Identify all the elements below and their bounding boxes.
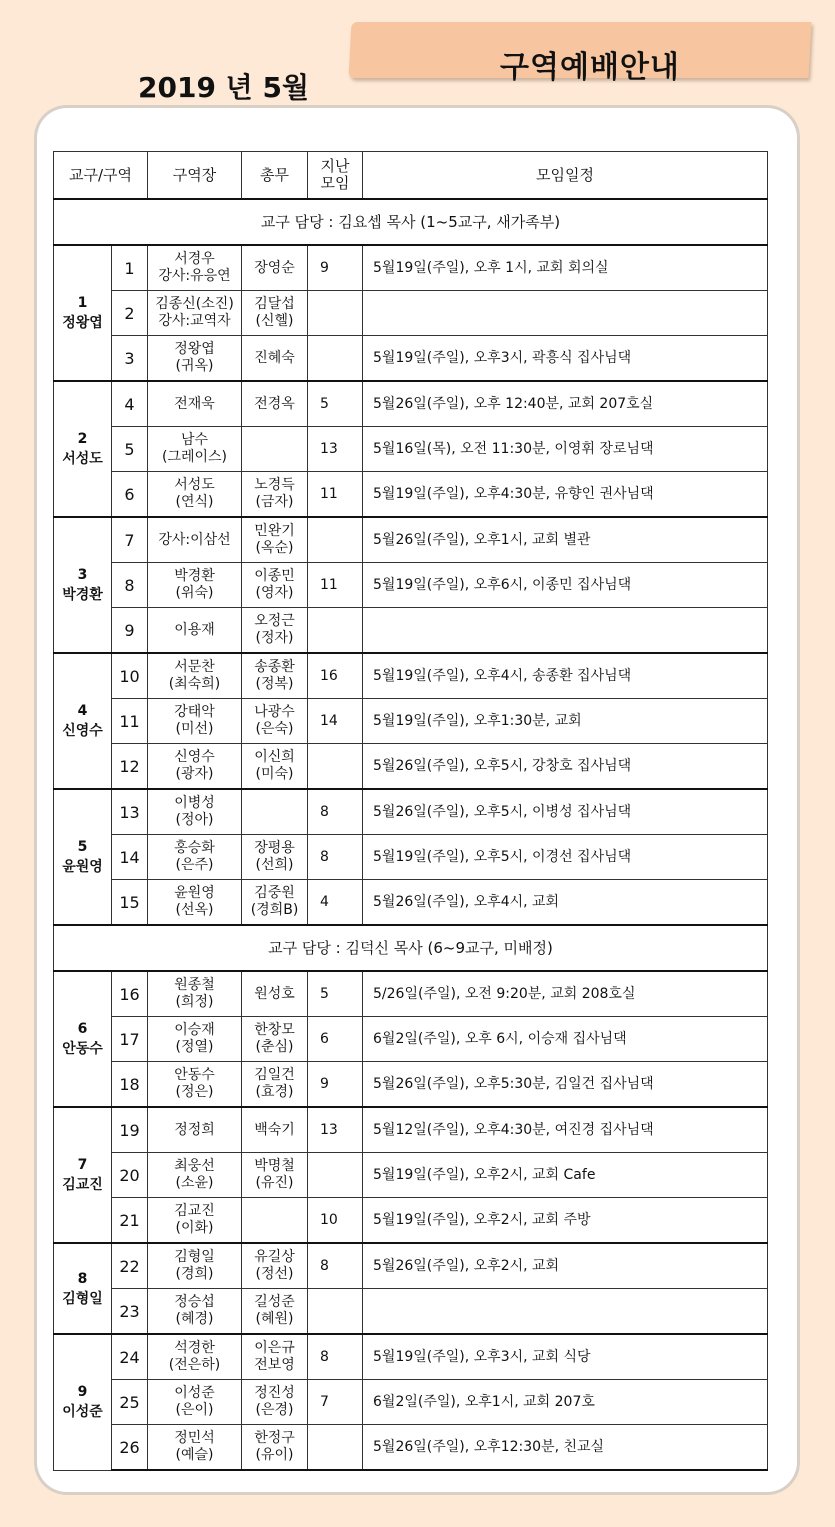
secretary-line: 김일건 bbox=[254, 1067, 295, 1083]
secretary-line: 유길상 bbox=[254, 1249, 295, 1265]
table-row bbox=[54, 1062, 768, 1108]
leader-cell bbox=[148, 517, 242, 563]
table-row bbox=[54, 1425, 768, 1471]
leader-line: 서경우 bbox=[174, 251, 215, 267]
schedule-cell: 5월26일(주일), 오후5:30분, 김일건 집사님댁 bbox=[363, 1062, 768, 1108]
leader-line: (선옥) bbox=[175, 902, 214, 918]
secretary-line: 원성호 bbox=[254, 985, 295, 1002]
schedule-cell: 5월19일(주일), 오후4:30분, 유향인 권사님댁 bbox=[363, 472, 768, 518]
header-secretary: 총무 bbox=[242, 152, 308, 200]
secretary-line: 나광수 bbox=[254, 704, 295, 720]
secretary-line: 김달섭 bbox=[254, 296, 295, 312]
zone-number: 4 bbox=[112, 381, 148, 427]
secretary-line: (정복) bbox=[255, 676, 294, 692]
secretary-cell bbox=[242, 1153, 308, 1198]
leader-line: 강사:유응연 bbox=[158, 268, 231, 284]
leader-line: 박경환 bbox=[174, 568, 215, 584]
district-number: 9 bbox=[77, 1384, 88, 1401]
leader-cell bbox=[148, 744, 242, 790]
last-meeting-count: 5 bbox=[308, 971, 363, 1017]
zone-number: 1 bbox=[112, 245, 148, 291]
leader-line: 김형일 bbox=[174, 1249, 215, 1265]
last-meeting-count bbox=[308, 1289, 363, 1335]
last-meeting-count: 14 bbox=[308, 699, 363, 744]
leader-cell bbox=[148, 1425, 242, 1471]
last-meeting-count: 8 bbox=[308, 789, 363, 835]
district-number: 2 bbox=[77, 431, 88, 447]
secretary-line: (효경) bbox=[255, 1084, 294, 1100]
district-leader-name: 박경환 bbox=[62, 587, 103, 603]
leader-cell bbox=[148, 1153, 242, 1198]
leader-line: 석경한 bbox=[174, 1340, 215, 1356]
secretary-cell bbox=[242, 1380, 308, 1425]
secretary-cell bbox=[242, 744, 308, 790]
leader-cell bbox=[148, 1380, 242, 1425]
leader-cell bbox=[148, 291, 242, 336]
schedule-cell: 5월12일(주일), 오후4:30분, 여진경 집사님댁 bbox=[363, 1107, 768, 1153]
leader-cell bbox=[148, 1198, 242, 1244]
leader-line: 원종철 bbox=[174, 977, 215, 993]
table-row bbox=[54, 1289, 768, 1335]
last-meeting-count: 9 bbox=[308, 245, 363, 291]
leader-cell bbox=[148, 472, 242, 518]
last-meeting-count: 13 bbox=[308, 427, 363, 472]
leader-line: 서성도 bbox=[174, 477, 215, 493]
schedule-cell: 5월26일(주일), 오후5시, 강창호 집사님댁 bbox=[363, 744, 768, 790]
secretary-line: (유이) bbox=[255, 1447, 294, 1463]
leader-line: (귀옥) bbox=[175, 358, 214, 374]
secretary-line: (정자) bbox=[255, 630, 294, 646]
leader-line: 정정희 bbox=[174, 1121, 215, 1138]
district-leader-name: 김형일 bbox=[62, 1290, 103, 1307]
leader-line: 이병성 bbox=[174, 795, 215, 811]
section-row bbox=[54, 199, 768, 245]
last-meeting-count: 8 bbox=[308, 1334, 363, 1380]
leader-line: 윤원영 bbox=[174, 885, 215, 901]
table-row bbox=[54, 291, 768, 336]
section-row bbox=[54, 925, 768, 971]
last-meeting-count: 11 bbox=[308, 472, 363, 518]
table-row bbox=[54, 1198, 768, 1244]
leader-line: 정왕엽 bbox=[174, 341, 215, 357]
district-leader-name: 윤원영 bbox=[62, 859, 103, 875]
zone-number: 21 bbox=[112, 1198, 148, 1244]
leader-line: (경희) bbox=[175, 1266, 214, 1282]
leader-cell bbox=[148, 563, 242, 608]
leader-line: 남수 bbox=[180, 432, 209, 448]
leader-cell bbox=[148, 381, 242, 427]
last-meeting-count bbox=[308, 1153, 363, 1198]
last-meeting-count: 9 bbox=[308, 1062, 363, 1108]
secretary-cell bbox=[242, 835, 308, 880]
leader-line: (은주) bbox=[175, 857, 214, 873]
zone-number: 22 bbox=[112, 1243, 148, 1289]
zone-number: 9 bbox=[112, 608, 148, 654]
last-meeting-count bbox=[308, 517, 363, 563]
schedule-cell: 5월19일(주일), 오후4시, 송종환 집사님댁 bbox=[363, 653, 768, 699]
schedule-cell: 5월19일(주일), 오후3시, 곽흥식 집사님댁 bbox=[363, 336, 768, 382]
header-last-meeting bbox=[308, 152, 363, 200]
leader-line: (은이) bbox=[175, 1402, 214, 1418]
zone-number: 13 bbox=[112, 789, 148, 835]
last-meeting-count: 11 bbox=[308, 563, 363, 608]
header-last-meeting-line: 모임 bbox=[320, 174, 350, 192]
secretary-cell bbox=[242, 1062, 308, 1108]
leader-line: (이화) bbox=[175, 1220, 214, 1236]
zone-number: 19 bbox=[112, 1107, 148, 1153]
leader-cell bbox=[148, 699, 242, 744]
table-row bbox=[54, 835, 768, 880]
schedule-cell: 5월26일(주일), 오후2시, 교회 bbox=[363, 1243, 768, 1289]
table-row bbox=[54, 608, 768, 654]
last-meeting-count: 6 bbox=[308, 1017, 363, 1062]
table-row bbox=[54, 699, 768, 744]
zone-number: 16 bbox=[112, 971, 148, 1017]
schedule-cell bbox=[363, 608, 768, 654]
schedule-cell: 5월26일(주일), 오후4시, 교회 bbox=[363, 880, 768, 926]
secretary-line: (춘심) bbox=[255, 1039, 294, 1055]
secretary-cell bbox=[242, 653, 308, 699]
zone-number: 25 bbox=[112, 1380, 148, 1425]
zone-number: 14 bbox=[112, 835, 148, 880]
secretary-line: 길성준 bbox=[254, 1294, 295, 1310]
secretary-line: (혜원) bbox=[255, 1311, 294, 1327]
zone-number: 15 bbox=[112, 880, 148, 926]
secretary-line: 한정구 bbox=[254, 1430, 295, 1446]
leader-line: 김교진 bbox=[174, 1203, 215, 1219]
district-leader-name: 정왕엽 bbox=[62, 315, 103, 331]
last-meeting-count bbox=[308, 1425, 363, 1471]
table-row bbox=[54, 563, 768, 608]
secretary-line: (옥순) bbox=[255, 540, 294, 556]
secretary-line: (미숙) bbox=[255, 766, 294, 782]
secretary-line: 김중원 bbox=[254, 885, 295, 901]
section-title: 교구 담당 : 김덕신 목사 (6~9교구, 미배정) bbox=[54, 925, 768, 971]
table-row bbox=[54, 1107, 768, 1153]
district-cell bbox=[54, 971, 112, 1107]
schedule-cell: 5월26일(주일), 오후1시, 교회 별관 bbox=[363, 517, 768, 563]
schedule-cell: 6월2일(주일), 오후1시, 교회 207호 bbox=[363, 1380, 768, 1425]
zone-number: 23 bbox=[112, 1289, 148, 1335]
last-meeting-count: 5 bbox=[308, 381, 363, 427]
schedule-cell bbox=[363, 291, 768, 336]
secretary-cell bbox=[242, 1107, 308, 1153]
schedule-cell: 5월26일(주일), 오후5시, 이병성 집사님댁 bbox=[363, 789, 768, 835]
leader-cell bbox=[148, 336, 242, 382]
zone-number: 12 bbox=[112, 744, 148, 790]
leader-line: 강태악 bbox=[174, 704, 215, 720]
leader-cell bbox=[148, 1017, 242, 1062]
secretary-line: (정선) bbox=[255, 1266, 294, 1282]
zone-number: 24 bbox=[112, 1334, 148, 1380]
header-leader: 구역장 bbox=[148, 152, 242, 200]
leader-line: 홍승화 bbox=[174, 840, 215, 856]
table-row bbox=[54, 381, 768, 427]
zone-number: 18 bbox=[112, 1062, 148, 1108]
zone-number: 7 bbox=[112, 517, 148, 563]
schedule-cell: 5월19일(주일), 오후5시, 이경선 집사님댁 bbox=[363, 835, 768, 880]
secretary-cell bbox=[242, 1425, 308, 1471]
district-number: 4 bbox=[77, 703, 88, 719]
table-row bbox=[54, 744, 768, 790]
table-row bbox=[54, 1153, 768, 1198]
table-row bbox=[54, 1017, 768, 1062]
table-row bbox=[54, 1243, 768, 1289]
secretary-line: (은숙) bbox=[255, 721, 294, 737]
leader-cell bbox=[148, 789, 242, 835]
secretary-cell bbox=[242, 1289, 308, 1335]
secretary-cell bbox=[242, 1017, 308, 1062]
secretary-line: (영자) bbox=[255, 585, 294, 601]
table-row bbox=[54, 1334, 768, 1380]
secretary-line: (금자) bbox=[255, 494, 294, 510]
zone-number: 8 bbox=[112, 563, 148, 608]
leader-cell bbox=[148, 608, 242, 654]
secretary-cell bbox=[242, 880, 308, 926]
leader-line: (정은) bbox=[175, 1084, 214, 1100]
leader-cell bbox=[148, 1062, 242, 1108]
table-row bbox=[54, 245, 768, 291]
schedule-cell: 5월19일(주일), 오후2시, 교회 주방 bbox=[363, 1198, 768, 1244]
leader-cell bbox=[148, 1243, 242, 1289]
district-leader-name: 안동수 bbox=[62, 1041, 103, 1057]
table-row bbox=[54, 653, 768, 699]
page-title: 구역예배안내 bbox=[500, 50, 680, 85]
schedule-cell: 5월16일(목), 오전 11:30분, 이영휘 장로님댁 bbox=[363, 427, 768, 472]
secretary-cell bbox=[242, 699, 308, 744]
district-number: 8 bbox=[77, 1270, 88, 1287]
secretary-line: 이종민 bbox=[254, 568, 295, 584]
secretary-line: (유진) bbox=[255, 1175, 294, 1191]
secretary-line: 오정근 bbox=[254, 613, 295, 629]
zone-number: 10 bbox=[112, 653, 148, 699]
leader-line: 정승섭 bbox=[174, 1294, 215, 1310]
district-number: 7 bbox=[77, 1157, 88, 1173]
secretary-line: (신헬) bbox=[255, 313, 294, 329]
leader-cell bbox=[148, 245, 242, 291]
secretary-cell bbox=[242, 1334, 308, 1380]
secretary-cell bbox=[242, 608, 308, 654]
leader-cell bbox=[148, 835, 242, 880]
leader-line: (미선) bbox=[175, 721, 214, 737]
leader-line: 김종신(소진) bbox=[155, 296, 234, 312]
secretary-cell bbox=[242, 971, 308, 1017]
last-meeting-count: 10 bbox=[308, 1198, 363, 1244]
secretary-cell bbox=[242, 245, 308, 291]
secretary-line: 전보영 bbox=[254, 1357, 295, 1373]
leader-line: 최웅선 bbox=[174, 1158, 215, 1174]
leader-line: 정민석 bbox=[174, 1430, 215, 1446]
secretary-cell bbox=[242, 336, 308, 382]
secretary-cell bbox=[242, 472, 308, 518]
secretary-cell bbox=[242, 789, 308, 835]
table-row bbox=[54, 789, 768, 835]
zone-number: 20 bbox=[112, 1153, 148, 1198]
table-row bbox=[54, 880, 768, 926]
secretary-line: 장평용 bbox=[254, 840, 295, 856]
table-row bbox=[54, 472, 768, 518]
secretary-line: 정진성 bbox=[254, 1385, 295, 1401]
leader-line: (그레이스) bbox=[162, 449, 228, 465]
leader-line: (전은하) bbox=[168, 1357, 221, 1373]
table-row bbox=[54, 971, 768, 1017]
schedule-cell: 5월26일(주일), 오후 12:40분, 교회 207호실 bbox=[363, 381, 768, 427]
table-row bbox=[54, 1380, 768, 1425]
district-leader-name: 서성도 bbox=[62, 451, 103, 467]
district-number: 5 bbox=[77, 839, 88, 855]
leader-cell bbox=[148, 971, 242, 1017]
leader-cell bbox=[148, 1107, 242, 1153]
schedule-cell bbox=[363, 1289, 768, 1335]
district-cell bbox=[54, 517, 112, 653]
leader-line: (최숙희) bbox=[168, 676, 221, 692]
last-meeting-count bbox=[308, 336, 363, 382]
leader-cell bbox=[148, 880, 242, 926]
district-cell bbox=[54, 653, 112, 789]
leader-cell bbox=[148, 427, 242, 472]
district-number: 1 bbox=[77, 295, 88, 311]
table-row bbox=[54, 336, 768, 382]
district-cell bbox=[54, 245, 112, 381]
table-header bbox=[54, 152, 768, 200]
leader-line: (소윤) bbox=[175, 1175, 214, 1191]
secretary-line: 민완기 bbox=[254, 523, 295, 539]
secretary-line: 이신희 bbox=[254, 749, 295, 765]
district-cell bbox=[54, 381, 112, 517]
date-heading: 2019 년 5월 bbox=[138, 71, 310, 104]
leader-line: (혜경) bbox=[175, 1311, 214, 1327]
last-meeting-count: 8 bbox=[308, 1243, 363, 1289]
schedule-cell: 5월19일(주일), 오후 1시, 교회 회의실 bbox=[363, 245, 768, 291]
secretary-line: 송종환 bbox=[254, 659, 295, 675]
zone-number: 11 bbox=[112, 699, 148, 744]
last-meeting-count: 8 bbox=[308, 835, 363, 880]
header-district-zone: 교구/구역 bbox=[54, 152, 148, 200]
secretary-cell bbox=[242, 1243, 308, 1289]
zone-number: 2 bbox=[112, 291, 148, 336]
schedule-cell: 6월2일(주일), 오후 6시, 이승재 집사님댁 bbox=[363, 1017, 768, 1062]
district-leader-name: 김교진 bbox=[62, 1177, 103, 1193]
district-leader-name: 신영수 bbox=[62, 723, 103, 739]
secretary-line: 백숙기 bbox=[254, 1121, 295, 1138]
last-meeting-count: 7 bbox=[308, 1380, 363, 1425]
secretary-line: 장영순 bbox=[254, 259, 295, 276]
schedule-cell: 5월19일(주일), 오후6시, 이종민 집사님댁 bbox=[363, 563, 768, 608]
leader-line: (정열) bbox=[175, 1039, 214, 1055]
secretary-line: 전경옥 bbox=[254, 395, 295, 412]
district-leader-name: 이성준 bbox=[62, 1404, 103, 1421]
leader-line: 이성준 bbox=[174, 1385, 215, 1401]
table-row bbox=[54, 427, 768, 472]
secretary-line: 노경득 bbox=[254, 477, 295, 493]
last-meeting-count: 4 bbox=[308, 880, 363, 926]
district-cell bbox=[54, 1107, 112, 1243]
leader-cell bbox=[148, 1334, 242, 1380]
leader-line: (예슬) bbox=[175, 1447, 214, 1463]
leader-line: 이승재 bbox=[174, 1022, 215, 1038]
leader-line: 이용재 bbox=[174, 621, 215, 638]
leader-line: 안동수 bbox=[174, 1067, 215, 1083]
secretary-cell bbox=[242, 381, 308, 427]
secretary-line: 박명철 bbox=[254, 1158, 295, 1174]
schedule-table bbox=[53, 151, 768, 1471]
leader-line: (정아) bbox=[175, 812, 214, 828]
zone-number: 17 bbox=[112, 1017, 148, 1062]
secretary-cell bbox=[242, 517, 308, 563]
last-meeting-count bbox=[308, 608, 363, 654]
header-last-meeting-line: 지난 bbox=[320, 157, 350, 175]
district-number: 6 bbox=[77, 1021, 88, 1037]
leader-line: (위숙) bbox=[175, 585, 214, 601]
schedule-cell: 5월19일(주일), 오후1:30분, 교회 bbox=[363, 699, 768, 744]
last-meeting-count bbox=[308, 291, 363, 336]
schedule-cell: 5월26일(주일), 오후12:30분, 친교실 bbox=[363, 1425, 768, 1471]
district-cell bbox=[54, 1243, 112, 1334]
header-schedule: 모임일정 bbox=[363, 152, 768, 200]
last-meeting-count: 16 bbox=[308, 653, 363, 699]
secretary-cell bbox=[242, 291, 308, 336]
secretary-line: 진혜숙 bbox=[254, 349, 295, 366]
secretary-line: (선희) bbox=[255, 857, 294, 873]
district-number: 3 bbox=[77, 567, 88, 583]
leader-line: (연식) bbox=[175, 494, 214, 510]
leader-line: (희정) bbox=[175, 994, 214, 1010]
leader-cell bbox=[148, 653, 242, 699]
table-row bbox=[54, 517, 768, 563]
secretary-cell bbox=[242, 563, 308, 608]
leader-line: 신영수 bbox=[174, 749, 215, 765]
zone-number: 3 bbox=[112, 336, 148, 382]
leader-line: 강사:이삼선 bbox=[158, 531, 231, 548]
schedule-cell: 5월19일(주일), 오후2시, 교회 Cafe bbox=[363, 1153, 768, 1198]
secretary-line: 이은규 bbox=[254, 1340, 295, 1356]
district-cell bbox=[54, 789, 112, 925]
leader-line: (광자) bbox=[175, 766, 214, 782]
secretary-line: (은경) bbox=[255, 1402, 294, 1418]
section-title: 교구 담당 : 김요셉 목사 (1~5교구, 새가족부) bbox=[54, 199, 768, 245]
secretary-line: (경희B) bbox=[250, 902, 299, 918]
secretary-cell bbox=[242, 1198, 308, 1244]
last-meeting-count bbox=[308, 744, 363, 790]
district-cell bbox=[54, 1334, 112, 1470]
leader-cell bbox=[148, 1289, 242, 1335]
last-meeting-count: 13 bbox=[308, 1107, 363, 1153]
schedule-cell: 5/26일(주일), 오전 9:20분, 교회 208호실 bbox=[363, 971, 768, 1017]
secretary-line: 한창모 bbox=[254, 1022, 295, 1038]
secretary-cell bbox=[242, 427, 308, 472]
zone-number: 6 bbox=[112, 472, 148, 518]
leader-line: 전재욱 bbox=[174, 395, 215, 412]
leader-line: 강사:교역자 bbox=[158, 313, 231, 329]
schedule-cell: 5월19일(주일), 오후3시, 교회 식당 bbox=[363, 1334, 768, 1380]
zone-number: 26 bbox=[112, 1425, 148, 1471]
leader-line: 서문찬 bbox=[174, 659, 215, 675]
zone-number: 5 bbox=[112, 427, 148, 472]
